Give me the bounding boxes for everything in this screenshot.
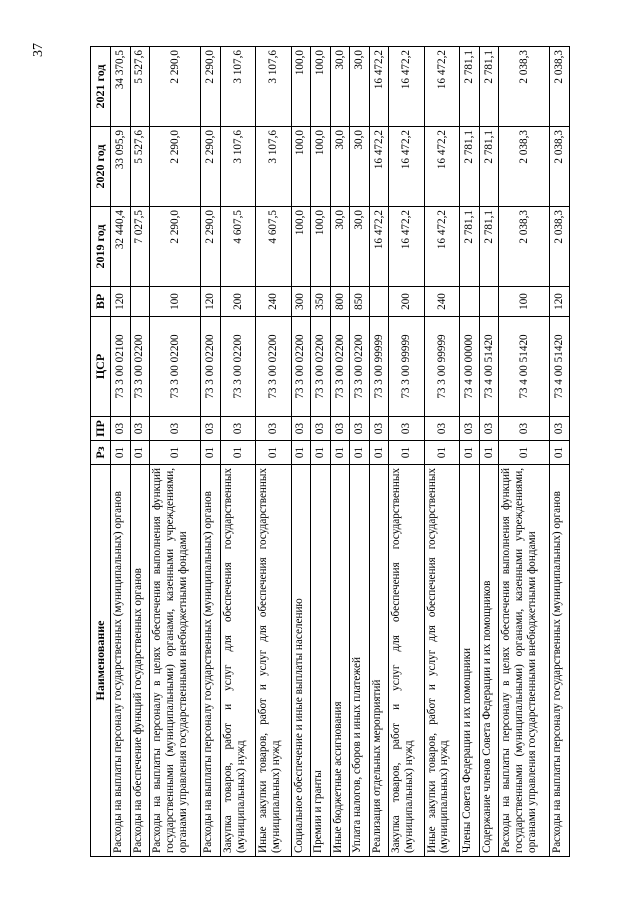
cell-csr: 73 3 00 02200 [330, 317, 350, 417]
cell-2021: 2 038,3 [550, 47, 570, 127]
cell-2021: 2 290,0 [201, 47, 221, 127]
table-row [111, 47, 131, 857]
cell-2020: 3 107,6 [220, 127, 255, 207]
col-header-vr: ВР [91, 287, 111, 317]
cell-csr: 73 3 00 02200 [291, 317, 311, 417]
cell-pr: 03 [330, 417, 350, 441]
table-row [256, 47, 291, 857]
col-header-2020: 2020 год [91, 127, 111, 207]
cell-csr: 73 3 00 99999 [369, 317, 389, 417]
cell-vr: 350 [311, 287, 331, 317]
cell-2019: 4 607,5 [256, 207, 291, 287]
cell-2019: 2 290,0 [150, 207, 201, 287]
cell-vr: 120 [550, 287, 570, 317]
cell-2021: 34 370,5 [111, 47, 131, 127]
cell-name: Расходы на выплаты персоналу в целях обеспечения выполнения функций государственными (муниципальными) органами, казенными учреждениями, органами управления государственными внебюджетными фондами [150, 465, 201, 857]
table-row [389, 47, 424, 857]
cell-pr: 03 [311, 417, 331, 441]
cell-2019: 100,0 [311, 207, 331, 287]
cell-2021: 16 472,2 [369, 47, 389, 127]
cell-name: Члены Совета Федерации и их помощники [460, 465, 480, 857]
cell-2019: 30,0 [330, 207, 350, 287]
cell-pr: 03 [201, 417, 221, 441]
cell-2020: 2 781,1 [479, 127, 499, 207]
table-row [369, 47, 389, 857]
col-header-pr: ПР [91, 417, 111, 441]
cell-rz: 01 [479, 441, 499, 465]
cell-2020: 2 290,0 [201, 127, 221, 207]
cell-2020: 16 472,2 [389, 127, 424, 207]
table-row [130, 47, 150, 857]
cell-name: Расходы на выплаты персоналу в целях обеспечения выполнения функций государственными (муниципальными) органами, казенными учреждениями, органами управления государственными внебюджетными фондами [499, 465, 550, 857]
col-header-2021: 2021 год [91, 47, 111, 127]
table-row [220, 47, 255, 857]
cell-2020: 2 290,0 [150, 127, 201, 207]
cell-pr: 03 [460, 417, 480, 441]
cell-vr: 800 [330, 287, 350, 317]
cell-pr: 03 [424, 417, 459, 441]
cell-2021: 16 472,2 [424, 47, 459, 127]
cell-2021: 2 781,1 [460, 47, 480, 127]
table-row [479, 47, 499, 857]
cell-pr: 03 [291, 417, 311, 441]
cell-2019: 2 781,1 [479, 207, 499, 287]
budget-table-container [90, 47, 570, 857]
cell-rz: 01 [130, 441, 150, 465]
cell-name: Реализация отдельных мероприятий [369, 465, 389, 857]
cell-pr: 03 [550, 417, 570, 441]
cell-name: Иные закупки товаров, работ и услуг для обеспечения государственных (муниципальных) нужд [424, 465, 459, 857]
cell-2021: 100,0 [291, 47, 311, 127]
cell-2020: 2 038,3 [550, 127, 570, 207]
cell-name: Иные закупки товаров, работ и услуг для обеспечения государственных (муниципальных) нужд [256, 465, 291, 857]
cell-2019: 16 472,2 [424, 207, 459, 287]
col-header-rz: Рз [91, 441, 111, 465]
cell-rz: 01 [220, 441, 255, 465]
cell-2019: 4 607,5 [220, 207, 255, 287]
cell-2020: 2 781,1 [460, 127, 480, 207]
cell-vr: 100 [499, 287, 550, 317]
cell-csr: 73 3 00 02200 [201, 317, 221, 417]
cell-rz: 01 [311, 441, 331, 465]
cell-pr: 03 [220, 417, 255, 441]
table-row [201, 47, 221, 857]
cell-2021: 100,0 [311, 47, 331, 127]
cell-2020: 5 527,6 [130, 127, 150, 207]
table-row [311, 47, 331, 857]
cell-rz: 01 [201, 441, 221, 465]
cell-csr: 73 3 00 02200 [150, 317, 201, 417]
table-row [424, 47, 459, 857]
cell-vr: 850 [350, 287, 370, 317]
cell-2021: 3 107,6 [256, 47, 291, 127]
cell-2019: 30,0 [350, 207, 370, 287]
col-header-2019: 2019 год [91, 207, 111, 287]
cell-name: Закупка товаров, работ и услуг для обеспечения государственных (муниципальных) нужд [389, 465, 424, 857]
cell-name: Премии и гранты [311, 465, 331, 857]
page-number: 37 [31, 43, 46, 57]
cell-pr: 03 [256, 417, 291, 441]
cell-rz: 01 [111, 441, 131, 465]
table-row [550, 47, 570, 857]
cell-csr: 73 3 00 02200 [130, 317, 150, 417]
cell-2021: 5 527,6 [130, 47, 150, 127]
table-row [499, 47, 550, 857]
cell-csr: 73 3 00 02200 [256, 317, 291, 417]
cell-vr: 120 [201, 287, 221, 317]
cell-2021: 3 107,6 [220, 47, 255, 127]
cell-pr: 03 [130, 417, 150, 441]
cell-vr [479, 287, 499, 317]
cell-rz: 01 [424, 441, 459, 465]
cell-2020: 2 038,3 [499, 127, 550, 207]
cell-rz: 01 [291, 441, 311, 465]
cell-csr: 73 4 00 00000 [460, 317, 480, 417]
cell-2021: 30,0 [350, 47, 370, 127]
cell-rz: 01 [150, 441, 201, 465]
table-row [350, 47, 370, 857]
col-header-name: Наименование [91, 465, 111, 857]
cell-rz: 01 [550, 441, 570, 465]
cell-name: Расходы на обеспечение функций государственных органов [130, 465, 150, 857]
cell-2019: 2 038,3 [499, 207, 550, 287]
cell-csr: 73 3 00 02200 [311, 317, 331, 417]
table-row [150, 47, 201, 857]
cell-rz: 01 [350, 441, 370, 465]
cell-csr: 73 3 00 99999 [424, 317, 459, 417]
cell-2020: 100,0 [311, 127, 331, 207]
table-header-row [91, 47, 111, 857]
table-row [291, 47, 311, 857]
cell-2019: 7 027,5 [130, 207, 150, 287]
cell-2019: 100,0 [291, 207, 311, 287]
cell-vr [460, 287, 480, 317]
cell-2020: 16 472,2 [424, 127, 459, 207]
cell-name: Уплата налогов, сборов и иных платежей [350, 465, 370, 857]
cell-2020: 33 095,9 [111, 127, 131, 207]
cell-csr: 73 3 00 02200 [350, 317, 370, 417]
cell-name: Расходы на выплаты персоналу государственных (муниципальных) органов [201, 465, 221, 857]
cell-vr [130, 287, 150, 317]
cell-vr: 300 [291, 287, 311, 317]
cell-2021: 2 038,3 [499, 47, 550, 127]
cell-pr: 03 [369, 417, 389, 441]
cell-csr: 73 4 00 51420 [499, 317, 550, 417]
cell-pr: 03 [479, 417, 499, 441]
cell-pr: 03 [150, 417, 201, 441]
cell-vr: 120 [111, 287, 131, 317]
cell-vr: 240 [256, 287, 291, 317]
cell-rz: 01 [369, 441, 389, 465]
cell-pr: 03 [350, 417, 370, 441]
cell-vr: 240 [424, 287, 459, 317]
table-row [460, 47, 480, 857]
cell-2021: 2 290,0 [150, 47, 201, 127]
cell-rz: 01 [460, 441, 480, 465]
cell-2020: 16 472,2 [369, 127, 389, 207]
col-header-csr: ЦСР [91, 317, 111, 417]
cell-rz: 01 [330, 441, 350, 465]
cell-2021: 30,0 [330, 47, 350, 127]
cell-2021: 16 472,2 [389, 47, 424, 127]
cell-2021: 2 781,1 [479, 47, 499, 127]
cell-csr: 73 4 00 51420 [550, 317, 570, 417]
cell-name: Социальное обеспечение и иные выплаты населению [291, 465, 311, 857]
cell-vr: 100 [150, 287, 201, 317]
cell-vr [369, 287, 389, 317]
cell-name: Расходы на выплаты персоналу государственных (муниципальных) органов [111, 465, 131, 857]
budget-table [90, 46, 570, 857]
cell-2019: 2 038,3 [550, 207, 570, 287]
cell-name: Содержание членов Совета Федерации и их помощников [479, 465, 499, 857]
cell-rz: 01 [389, 441, 424, 465]
cell-2020: 100,0 [291, 127, 311, 207]
cell-pr: 03 [111, 417, 131, 441]
cell-csr: 73 3 00 02100 [111, 317, 131, 417]
table-row [330, 47, 350, 857]
cell-2020: 3 107,6 [256, 127, 291, 207]
cell-2019: 32 440,4 [111, 207, 131, 287]
cell-2020: 30,0 [330, 127, 350, 207]
table-body [111, 47, 570, 857]
cell-vr: 200 [389, 287, 424, 317]
cell-2020: 30,0 [350, 127, 370, 207]
cell-vr: 200 [220, 287, 255, 317]
cell-rz: 01 [256, 441, 291, 465]
cell-csr: 73 3 00 99999 [389, 317, 424, 417]
cell-name: Закупка товаров, работ и услуг для обеспечения государственных (муниципальных) нужд [220, 465, 255, 857]
cell-2019: 2 290,0 [201, 207, 221, 287]
cell-rz: 01 [499, 441, 550, 465]
cell-2019: 2 781,1 [460, 207, 480, 287]
cell-2019: 16 472,2 [389, 207, 424, 287]
cell-2019: 16 472,2 [369, 207, 389, 287]
cell-name: Иные бюджетные ассигнования [330, 465, 350, 857]
cell-csr: 73 4 00 51420 [479, 317, 499, 417]
cell-pr: 03 [389, 417, 424, 441]
cell-pr: 03 [499, 417, 550, 441]
cell-csr: 73 3 00 02200 [220, 317, 255, 417]
cell-name: Расходы на выплаты персоналу государственных (муниципальных) органов [550, 465, 570, 857]
